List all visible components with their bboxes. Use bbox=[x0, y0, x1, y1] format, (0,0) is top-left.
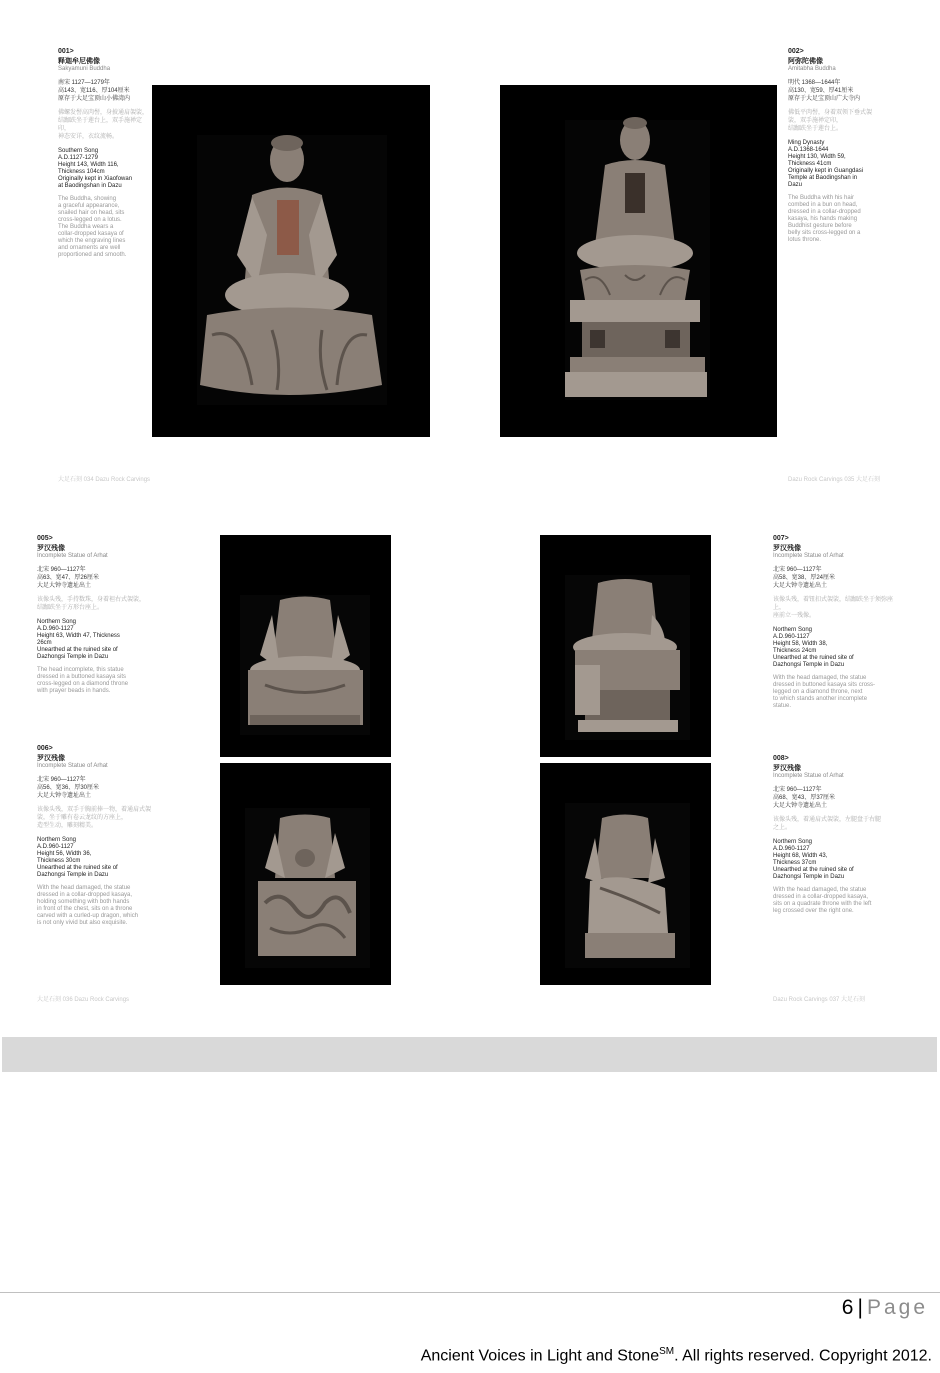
catalog-entry-001 bbox=[58, 48, 148, 259]
entry-english-info: Ming Dynasty A.D.1368-1644 Height 130, Width 59, Thickness 41cm Originally kept in Guangdasi Temple at Baodingshan in Dazu bbox=[788, 140, 864, 188]
entry-chinese-title: 罗汉残像 bbox=[37, 755, 65, 762]
entry-english-title: Incomplete Statue of Arhat bbox=[37, 763, 108, 769]
entry-chinese-description: 佛低平肉髻，身着双领下垂式袈裟，双手施禅定印， 结跏趺坐于莲台上。 bbox=[788, 110, 873, 132]
page-number-separator: | bbox=[857, 1296, 863, 1319]
catalog-entry-008 bbox=[773, 755, 898, 915]
page-footer-right-bottom: Dazu Rock Carvings 037 大足石刻 bbox=[773, 997, 866, 1003]
entry-chinese-title: 释迦牟尼佛像 bbox=[58, 58, 100, 65]
copyright-text: . All rights reserved. Copyright 2012. bbox=[674, 1347, 932, 1365]
entry-chinese-info: 南宋 1127—1279年 高143、宽116、厚104厘米 原存于大足宝顶山小佛湾内 bbox=[58, 80, 131, 102]
entry-number: 005> bbox=[37, 535, 53, 542]
entry-chinese-title: 阿弥陀佛像 bbox=[788, 58, 823, 65]
entry-english-description: The head incomplete, this statue dressed in a buttoned kasaya sits cross-legged on a diamond throne with prayer beads in hands. bbox=[37, 667, 129, 694]
entry-chinese-title: 罗汉残像 bbox=[773, 765, 801, 772]
entry-number: 008> bbox=[773, 755, 789, 762]
footer-rule bbox=[0, 1292, 940, 1293]
entry-english-description: With the head damaged, the statue dressed in a collar-dropped kasaya, holding something with both hands in front of the chest, sits on a throne carved with a curled-up dragon, which is not only vivid but also exquisite. bbox=[37, 885, 139, 926]
entry-chinese-info: 北宋 960—1127年 高56、宽36、厚30厘米 大足大钟寺遗址出土 bbox=[37, 777, 100, 799]
entry-chinese-title: 罗汉残像 bbox=[37, 545, 65, 552]
page-number-value: 6 bbox=[841, 1296, 854, 1319]
entry-chinese-description: 该像头残，着钮扣式袈裟，结跏趺坐于须弥座上， 座前立一残像。 bbox=[773, 597, 894, 619]
entry-number: 007> bbox=[773, 535, 789, 542]
entry-chinese-description: 该像头残，着通肩式袈裟，左腿盘于右腿 之上。 bbox=[773, 817, 882, 831]
entry-chinese-info: 北宋 960—1127年 高63、宽47、厚26厘米 大足大钟寺遗址出土 bbox=[37, 567, 100, 589]
catalog-entry-007 bbox=[773, 535, 898, 710]
arhat-dragon-throne-image bbox=[220, 763, 391, 985]
statue-photo-002 bbox=[500, 85, 777, 437]
headless-arhat-image bbox=[220, 535, 391, 757]
entry-chinese-info: 明代 1368—1644年 高130、宽59、厚41厘米 原存于大足宝顶山广大寺内 bbox=[788, 80, 861, 102]
copyright-title: Ancient Voices in Light and Stone bbox=[420, 1347, 660, 1365]
headless-arhat-crossed-leg-image bbox=[540, 763, 711, 985]
statue-photo-006 bbox=[220, 763, 391, 985]
entry-english-info: Southern Song A.D.1127-1279 Height 143, Width 116, Thickness 104cm Originally kept in Xiaofowan at Baodingshan in Dazu bbox=[58, 148, 133, 189]
page-number bbox=[842, 1296, 928, 1320]
entry-english-title: Incomplete Statue of Arhat bbox=[37, 553, 108, 559]
entry-english-description: The Buddha with his hair combed in a bun on head, dressed in a collar-dropped kasaya, his hands making Buddhist gesture before belly sits cross-legged on a lotus throne. bbox=[788, 195, 861, 243]
entry-english-info: Northern Song A.D.960-1127 Height 68, Width 43, Thickness 37cm Unearthed at the ruined site of Dazhongsi Temple in Dazu bbox=[773, 839, 854, 880]
catalog-entry-005 bbox=[37, 535, 147, 695]
service-mark: SM bbox=[659, 1346, 675, 1357]
page-footer-left-bottom: 大足石刻 036 Dazu Rock Carvings bbox=[37, 997, 130, 1003]
entry-chinese-description: 佛螺发髻高肉髻，身披通肩袈裟，结跏趺坐于莲台上，双手施禅定印， 神态安详，衣纹流畅。 bbox=[58, 110, 149, 140]
seated-buddha-image bbox=[152, 85, 430, 437]
statue-photo-007 bbox=[540, 535, 711, 757]
entry-english-title: Sakyamuni Buddha bbox=[58, 66, 111, 72]
entry-chinese-description: 该像头残，手持数珠，身着袒右式袈裟， 结跏趺坐于方形台座上。 bbox=[37, 597, 146, 611]
headless-arhat-diamond-throne-image bbox=[540, 535, 711, 757]
entry-number: 001> bbox=[58, 48, 74, 55]
entry-english-info: Northern Song A.D.960-1127 Height 58, Width 38, Thickness 24cm Unearthed at the ruined site of Dazhongsi Temple in Dazu bbox=[773, 627, 854, 668]
entry-english-description: With the head damaged, the statue dressed in buttoned kasaya sits cross- legged on a diamond throne, next to which stands another incomplete statue. bbox=[773, 675, 876, 709]
catalog-entry-002 bbox=[788, 48, 878, 244]
statue-photo-001 bbox=[152, 85, 430, 437]
page-footer-left-top: 大足石刻 034 Dazu Rock Carvings bbox=[58, 477, 151, 483]
entry-english-title: Incomplete Statue of Arhat bbox=[773, 773, 844, 779]
gray-separator-band bbox=[2, 1037, 937, 1072]
entry-number: 002> bbox=[788, 48, 804, 55]
entry-chinese-info: 北宋 960—1127年 高68、宽43、厚37厘米 大足大钟寺遗址出土 bbox=[773, 787, 836, 809]
entry-english-info: Northern Song A.D.960-1127 Height 56, Width 36, Thickness 30cm Unearthed at the ruined site of Dazhongsi Temple in Dazu bbox=[37, 837, 118, 878]
statue-photo-005 bbox=[220, 535, 391, 757]
entry-english-info: Northern Song A.D.960-1127 Height 63, Width 47, Thickness 26cm Unearthed at the ruined site of Dazhongsi Temple in Dazu bbox=[37, 619, 120, 660]
entry-chinese-description: 该像头残，双手于胸前捧一物，着通肩式袈裟，坐于雕有卷云龙纹的方座上， 造型生动，雕刻精美。 bbox=[37, 807, 152, 829]
entry-english-description: The Buddha, showing a graceful appearance, snailed hair on head, sits cross-legged on a lotus. The Buddha wears a collar-dropped kasaya of which the engraving lines and ornaments are well proportioned and smooth. bbox=[58, 196, 127, 258]
entry-chinese-info: 北宋 960—1127年 高58、宽38、厚24厘米 大足大钟寺遗址出土 bbox=[773, 567, 836, 589]
copyright-notice bbox=[421, 1346, 932, 1365]
page-footer-right-top: Dazu Rock Carvings 035 大足石刻 bbox=[788, 477, 881, 483]
entry-number: 006> bbox=[37, 745, 53, 752]
buddha-on-pedestal-image bbox=[500, 85, 777, 437]
entry-english-description: With the head damaged, the statue dressed in a collar-dropped kasaya, sits on a quadrate throne with the left leg crossed over the right one. bbox=[773, 887, 872, 914]
statue-photo-008 bbox=[540, 763, 711, 985]
page-label: Page bbox=[866, 1296, 928, 1319]
entry-english-title: Incomplete Statue of Arhat bbox=[773, 553, 844, 559]
entry-chinese-title: 罗汉残像 bbox=[773, 545, 801, 552]
entry-english-title: Amitabha Buddha bbox=[788, 66, 836, 72]
catalog-entry-006 bbox=[37, 745, 157, 927]
